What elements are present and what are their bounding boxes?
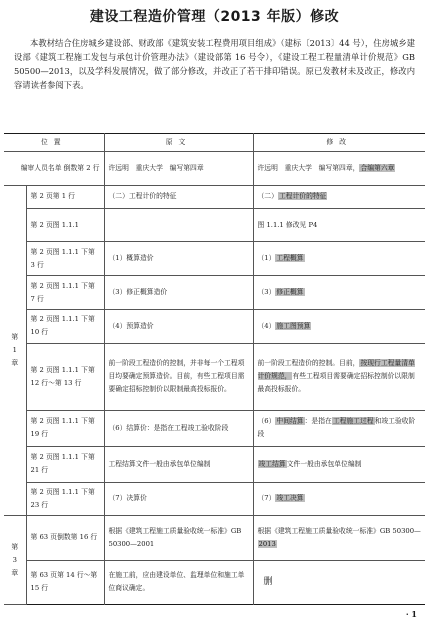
revised-text: （6） — [257, 417, 276, 426]
row-revised — [253, 411, 425, 447]
header-revised: 修改 — [253, 134, 425, 152]
row-original: 在施工前，应由建设单位、监理单位和施工单位商议确定。 — [104, 560, 253, 604]
highlighted-text: 中间结算 — [276, 417, 304, 426]
highlighted-text: 修正概算 — [276, 288, 304, 297]
revised-text: （4） — [257, 321, 276, 330]
row-original: （4）预算造价 — [104, 309, 253, 343]
row-location: 第 63 页倒数第 16 行 — [26, 516, 104, 560]
row-revised — [253, 309, 425, 343]
highlighted-text: 竣工结算 — [258, 459, 286, 468]
row-revised — [253, 242, 425, 276]
page-title: 建设工程造价管理（2013 年版）修改 — [89, 9, 340, 25]
row-location: 第 63 页第 14 行～第 15 行 — [26, 560, 104, 604]
row-original: 根据《建筑工程施工质量验收统一标准》GB 50300—2001 — [104, 516, 253, 560]
chapter-label — [4, 185, 26, 516]
header-location: 位置 — [4, 134, 104, 152]
revised-text: （1） — [257, 254, 276, 263]
chapter-char: 章 — [11, 568, 19, 577]
revised-text: 图 1.1.1 修改见 P4 — [257, 220, 318, 229]
table-row — [4, 482, 425, 516]
table-row — [4, 446, 425, 482]
row-original: （6）结算价：是指在工程竣工验收阶段 — [104, 411, 253, 447]
table-row — [4, 242, 425, 276]
row-revised — [253, 208, 425, 242]
row-location: 第 2 页图 1.1.1 下第 3 行 — [26, 242, 104, 276]
row-location: 第 2 页图 1.1.1 下第 19 行 — [26, 411, 104, 447]
table-row — [4, 185, 425, 208]
header-original: 原文 — [104, 134, 253, 152]
highlighted-text: 施工图预算 — [276, 321, 311, 330]
row-revised — [253, 446, 425, 482]
row-revised — [253, 151, 425, 185]
revised-text: （7） — [257, 494, 276, 503]
highlighted-text: 合编第六章 — [360, 163, 395, 172]
row-revised — [253, 560, 425, 604]
row-original: （1）概算造价 — [104, 242, 253, 276]
revised-text: （二） — [257, 192, 278, 201]
table-row — [4, 516, 425, 560]
chapter-char: 3 — [12, 555, 17, 564]
revised-text: 文件一般由承包单位编制 — [286, 459, 362, 468]
chapter-char: 章 — [11, 358, 19, 367]
table-row — [4, 343, 425, 410]
revised-text: 许远明 重庆大学 编写第四章， — [257, 163, 360, 172]
revised-text: 删 — [263, 576, 273, 587]
revised-text: 和竣工验收阶段 — [257, 417, 416, 439]
chapter-char: 第 — [11, 332, 19, 341]
row-original — [104, 208, 253, 242]
table-row — [4, 276, 425, 310]
row-location: 第 2 页图 1.1.1 下第 10 行 — [26, 309, 104, 343]
row-original: 工程结算文件一般由承包单位编制 — [104, 446, 253, 482]
row-revised — [253, 276, 425, 310]
row-original: 许远明 重庆大学 编写第四章 — [104, 151, 253, 185]
row-revised — [253, 482, 425, 516]
highlighted-text: 2013 — [258, 539, 276, 548]
row-revised — [253, 343, 425, 410]
row-location: 第 2 页第 1 行 — [26, 185, 104, 208]
table-row — [4, 411, 425, 447]
revised-text: （3） — [257, 288, 276, 297]
highlighted-text: 工程概算 — [276, 254, 304, 263]
row-revised — [253, 185, 425, 208]
table-row — [4, 151, 425, 185]
chapter-char: 第 — [11, 542, 19, 551]
page-number: · 1 — [405, 609, 417, 619]
table-row — [4, 309, 425, 343]
revised-text: 根据《建筑工程施工质量验收统一标准》GB 50300— — [257, 526, 421, 535]
row-original: （7）决算价 — [104, 482, 253, 516]
revised-text: 前一阶段工程造价的控制。目前， — [257, 359, 360, 368]
row-location: 第 2 页图 1.1.1 下第 23 行 — [26, 482, 104, 516]
revised-text: 有些工程项目需要确定招标控制价以限制最高投标报价。 — [257, 372, 415, 394]
row-location: 编审人员名单 倒数第 2 行 — [4, 151, 104, 185]
highlighted-text: 工程施工过程 — [332, 417, 374, 426]
row-original: （二）工程计价的特征 — [104, 185, 253, 208]
row-location: 第 2 页图 1.1.1 下第 12 行～第 13 行 — [26, 343, 104, 410]
errata-table — [4, 133, 425, 605]
row-location: 第 2 页图 1.1.1 下第 7 行 — [26, 276, 104, 310]
chapter-char: 1 — [12, 345, 17, 354]
row-original: 前一阶段工程造价的控制，并非每一个工程项目均要确定预算造价。目前，有些工程项目需要确定招标控制价以限制最高投标报价。 — [104, 343, 253, 410]
highlighted-text: 工程计价的特征 — [278, 192, 327, 201]
errata-rows — [4, 151, 425, 604]
table-header-row — [4, 134, 425, 152]
row-original: （3）修正概算造价 — [104, 276, 253, 310]
chapter-label — [4, 516, 26, 605]
row-location: 第 2 页图 1.1.1 下第 21 行 — [26, 446, 104, 482]
highlighted-text: 按现行工程量清单计价规范， — [257, 359, 415, 381]
table-row — [4, 208, 425, 242]
intro-paragraph: 本教材结合住房城乡建设部、财政部《建筑安装工程费用项目组成》（建标〔2013〕44 号），住房城乡建设部《建筑工程施工发包与承包计价管理办法》（建设部第 16 号令），《建设工程工程量清单计价规范》GB 50500—2013，以及学科发展情况，做了部分修改，并改正了若干排印错误。原已发教材未及改正，修改内容请读者参阅下表。 — [14, 38, 415, 90]
table-row — [4, 560, 425, 604]
highlighted-text: 竣工决算 — [276, 494, 304, 503]
row-revised — [253, 516, 425, 560]
revised-text: ：是指在 — [304, 417, 332, 426]
row-location: 第 2 页图 1.1.1 — [26, 208, 104, 242]
